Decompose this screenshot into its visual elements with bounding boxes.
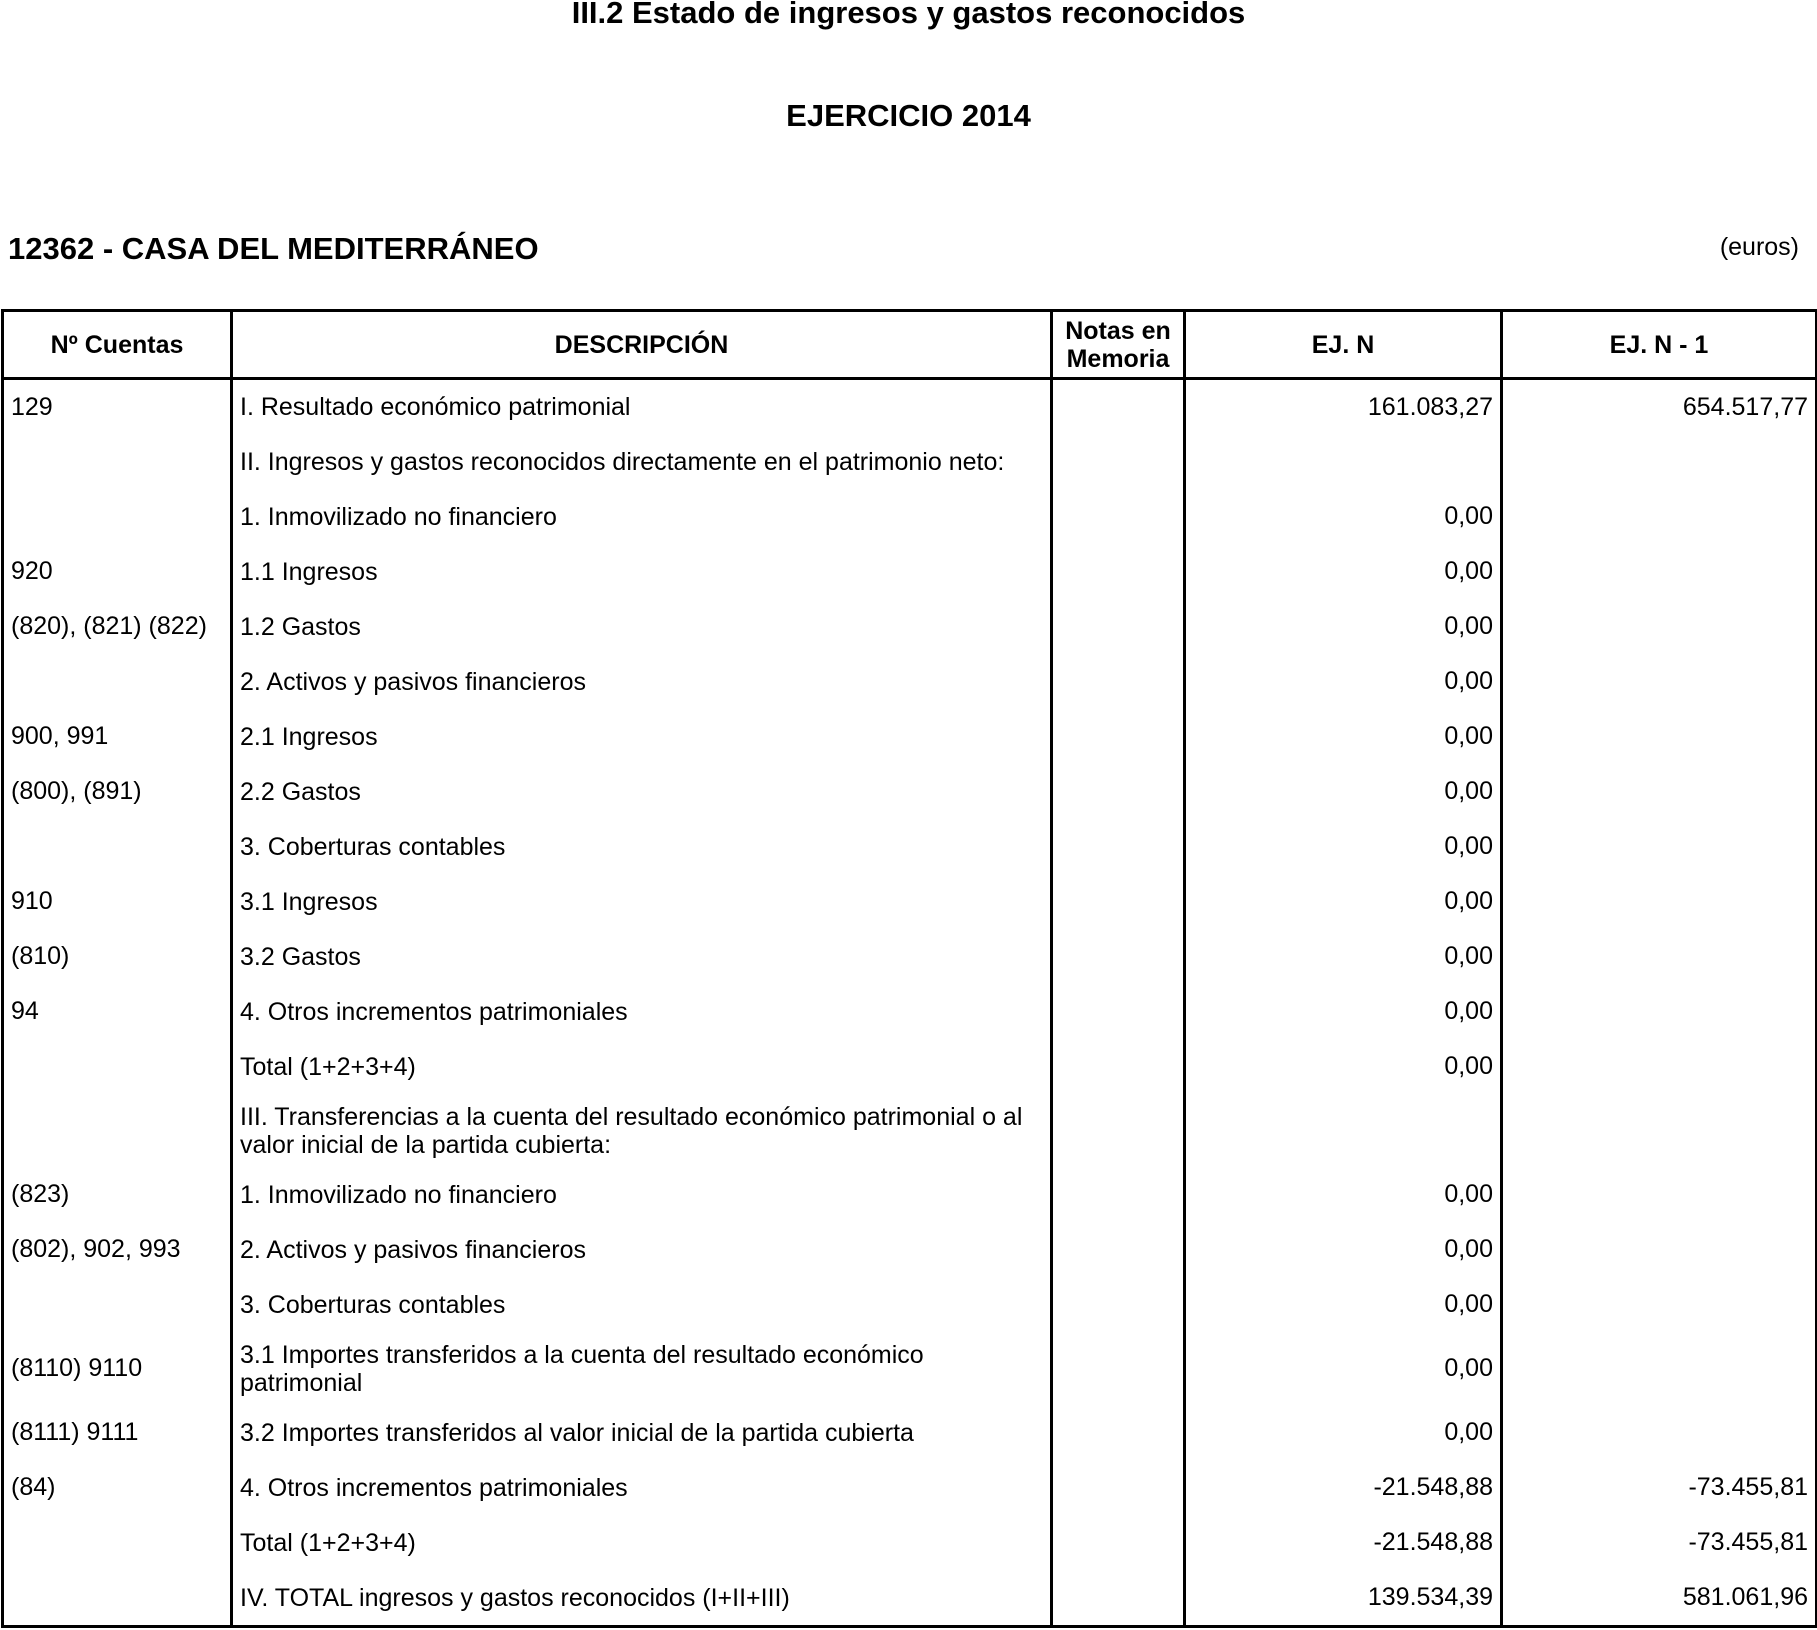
year-n1-value-cell (1502, 929, 1817, 984)
description-cell: 3. Coberturas contables (232, 1277, 1052, 1332)
table-row (3, 1167, 1817, 1222)
notes-cell (1052, 1405, 1185, 1460)
year-n-value-cell: 0,00 (1185, 654, 1502, 709)
account-cell: (802), 902, 993 (3, 1222, 232, 1277)
notes-cell (1052, 1570, 1185, 1627)
account-cell (3, 1515, 232, 1570)
year-n1-value-cell (1502, 984, 1817, 1039)
notes-cell (1052, 1167, 1185, 1222)
description-cell: Total (1+2+3+4) (232, 1039, 1052, 1094)
fiscal-year-heading: EJERCICIO 2014 (786, 98, 1031, 133)
account-cell: (810) (3, 929, 232, 984)
account-cell (3, 1570, 232, 1627)
account-cell: (8110) 9110 (3, 1332, 232, 1405)
year-n-value-cell: -21.548,88 (1185, 1515, 1502, 1570)
year-n-value-cell: 0,00 (1185, 1332, 1502, 1405)
table-row (3, 599, 1817, 654)
year-n1-value-cell (1502, 1405, 1817, 1460)
notes-cell (1052, 1039, 1185, 1094)
description-cell: 1. Inmovilizado no financiero (232, 489, 1052, 544)
description-cell: 1.1 Ingresos (232, 544, 1052, 599)
notes-cell (1052, 654, 1185, 709)
description-cell: 4. Otros incrementos patrimoniales (232, 984, 1052, 1039)
description-cell: 3. Coberturas contables (232, 819, 1052, 874)
description-cell: 3.1 Importes transferidos a la cuenta del resultado económico patrimonial (232, 1332, 1052, 1405)
table-row (3, 1570, 1817, 1627)
column-header-notes-line1: Notas en (1065, 316, 1171, 345)
notes-cell (1052, 819, 1185, 874)
description-cell: 4. Otros incrementos patrimoniales (232, 1460, 1052, 1515)
table-row (3, 709, 1817, 764)
notes-cell (1052, 1332, 1185, 1405)
year-n-value-cell: 161.083,27 (1185, 379, 1502, 435)
year-n-value-cell (1185, 434, 1502, 489)
description-cell: 3.2 Importes transferidos al valor inicial de la partida cubierta (232, 1405, 1052, 1460)
notes-cell (1052, 489, 1185, 544)
notes-cell (1052, 764, 1185, 819)
notes-cell (1052, 434, 1185, 489)
notes-cell (1052, 599, 1185, 654)
description-cell: 1. Inmovilizado no financiero (232, 1167, 1052, 1222)
account-cell (3, 434, 232, 489)
year-n1-value-cell (1502, 544, 1817, 599)
year-n-value-cell: 0,00 (1185, 544, 1502, 599)
year-n1-value-cell (1502, 489, 1817, 544)
table-body (3, 379, 1817, 1627)
description-cell: 2. Activos y pasivos financieros (232, 1222, 1052, 1277)
table-row (3, 434, 1817, 489)
year-n-value-cell (1185, 1094, 1502, 1167)
year-n-value-cell: 0,00 (1185, 599, 1502, 654)
column-header-accounts: Nº Cuentas (3, 311, 232, 379)
description-cell: I. Resultado económico patrimonial (232, 379, 1052, 435)
table-header-row (3, 311, 1817, 379)
account-cell: (84) (3, 1460, 232, 1515)
table-row (3, 1277, 1817, 1332)
account-cell: 94 (3, 984, 232, 1039)
account-cell (3, 1094, 232, 1167)
table-row (3, 1039, 1817, 1094)
year-n1-value-cell: -73.455,81 (1502, 1515, 1817, 1570)
account-cell: (800), (891) (3, 764, 232, 819)
table-row (3, 819, 1817, 874)
table-row (3, 1332, 1817, 1405)
table-row (3, 544, 1817, 599)
account-cell: 920 (3, 544, 232, 599)
account-cell (3, 1039, 232, 1094)
notes-cell (1052, 1094, 1185, 1167)
column-header-notes-line2: Memoria (1066, 344, 1170, 373)
table-row (3, 654, 1817, 709)
year-n-value-cell: 0,00 (1185, 819, 1502, 874)
year-n1-value-cell (1502, 1039, 1817, 1094)
year-n-value-cell: -21.548,88 (1185, 1460, 1502, 1515)
year-n1-value-cell: 581.061,96 (1502, 1570, 1817, 1627)
description-cell: 2.1 Ingresos (232, 709, 1052, 764)
account-cell: (820), (821) (822) (3, 599, 232, 654)
description-cell: 1.2 Gastos (232, 599, 1052, 654)
notes-cell (1052, 1222, 1185, 1277)
description-cell: IV. TOTAL ingresos y gastos reconocidos (I+II+III) (232, 1570, 1052, 1627)
notes-cell (1052, 1460, 1185, 1515)
account-cell: 910 (3, 874, 232, 929)
description-cell: II. Ingresos y gastos reconocidos directamente en el patrimonio neto: (232, 434, 1052, 489)
year-n1-value-cell (1502, 599, 1817, 654)
description-cell: Total (1+2+3+4) (232, 1515, 1052, 1570)
notes-cell (1052, 1277, 1185, 1332)
column-header-notes (1052, 311, 1185, 379)
column-header-year-n1: EJ. N - 1 (1502, 311, 1817, 379)
year-n-value-cell: 0,00 (1185, 929, 1502, 984)
document-title: III.2 Estado de ingresos y gastos reconocidos (571, 0, 1246, 30)
account-cell: (8111) 9111 (3, 1405, 232, 1460)
notes-cell (1052, 544, 1185, 599)
year-n1-value-cell (1502, 654, 1817, 709)
year-n1-value-cell (1502, 874, 1817, 929)
year-n1-value-cell (1502, 1277, 1817, 1332)
table-row (3, 1460, 1817, 1515)
account-cell (3, 1277, 232, 1332)
year-n1-value-cell: -73.455,81 (1502, 1460, 1817, 1515)
table-row (3, 984, 1817, 1039)
account-cell: (823) (3, 1167, 232, 1222)
notes-cell (1052, 984, 1185, 1039)
year-n-value-cell: 0,00 (1185, 1277, 1502, 1332)
table-row (3, 1222, 1817, 1277)
year-n-value-cell: 0,00 (1185, 1039, 1502, 1094)
year-n-value-cell: 0,00 (1185, 874, 1502, 929)
table-row (3, 379, 1817, 435)
account-cell: 900, 991 (3, 709, 232, 764)
year-n1-value-cell (1502, 764, 1817, 819)
account-cell (3, 654, 232, 709)
notes-cell (1052, 379, 1185, 435)
year-n-value-cell: 0,00 (1185, 1167, 1502, 1222)
notes-cell (1052, 874, 1185, 929)
notes-cell (1052, 929, 1185, 984)
account-cell (3, 819, 232, 874)
notes-cell (1052, 1515, 1185, 1570)
table-row (3, 929, 1817, 984)
year-n-value-cell: 139.534,39 (1185, 1570, 1502, 1627)
column-header-description: DESCRIPCIÓN (232, 311, 1052, 379)
account-cell (3, 489, 232, 544)
table-row (3, 1405, 1817, 1460)
notes-cell (1052, 709, 1185, 764)
table-row (3, 1094, 1817, 1167)
description-cell: 3.2 Gastos (232, 929, 1052, 984)
year-n1-value-cell (1502, 1222, 1817, 1277)
year-n1-value-cell (1502, 1094, 1817, 1167)
year-n1-value-cell (1502, 819, 1817, 874)
table-row (3, 764, 1817, 819)
year-n-value-cell: 0,00 (1185, 984, 1502, 1039)
table-row (3, 874, 1817, 929)
description-cell: 2. Activos y pasivos financieros (232, 654, 1052, 709)
year-n1-value-cell (1502, 1167, 1817, 1222)
year-n1-value-cell: 654.517,77 (1502, 379, 1817, 435)
year-n-value-cell: 0,00 (1185, 764, 1502, 819)
account-cell: 129 (3, 379, 232, 435)
year-n-value-cell: 0,00 (1185, 1222, 1502, 1277)
entity-name: 12362 - CASA DEL MEDITERRÁNEO (8, 231, 539, 266)
year-n1-value-cell (1502, 434, 1817, 489)
table-row (3, 489, 1817, 544)
table-row (3, 1515, 1817, 1570)
description-cell: III. Transferencias a la cuenta del resultado económico patrimonial o al valor inicial de la partida cubierta: (232, 1094, 1052, 1167)
year-n-value-cell: 0,00 (1185, 489, 1502, 544)
column-header-year-n: EJ. N (1185, 311, 1502, 379)
description-cell: 2.2 Gastos (232, 764, 1052, 819)
year-n-value-cell: 0,00 (1185, 709, 1502, 764)
income-expense-table (1, 309, 1817, 1628)
year-n-value-cell: 0,00 (1185, 1405, 1502, 1460)
description-cell: 3.1 Ingresos (232, 874, 1052, 929)
year-n1-value-cell (1502, 709, 1817, 764)
year-n1-value-cell (1502, 1332, 1817, 1405)
currency-unit-label: (euros) (1719, 233, 1799, 261)
